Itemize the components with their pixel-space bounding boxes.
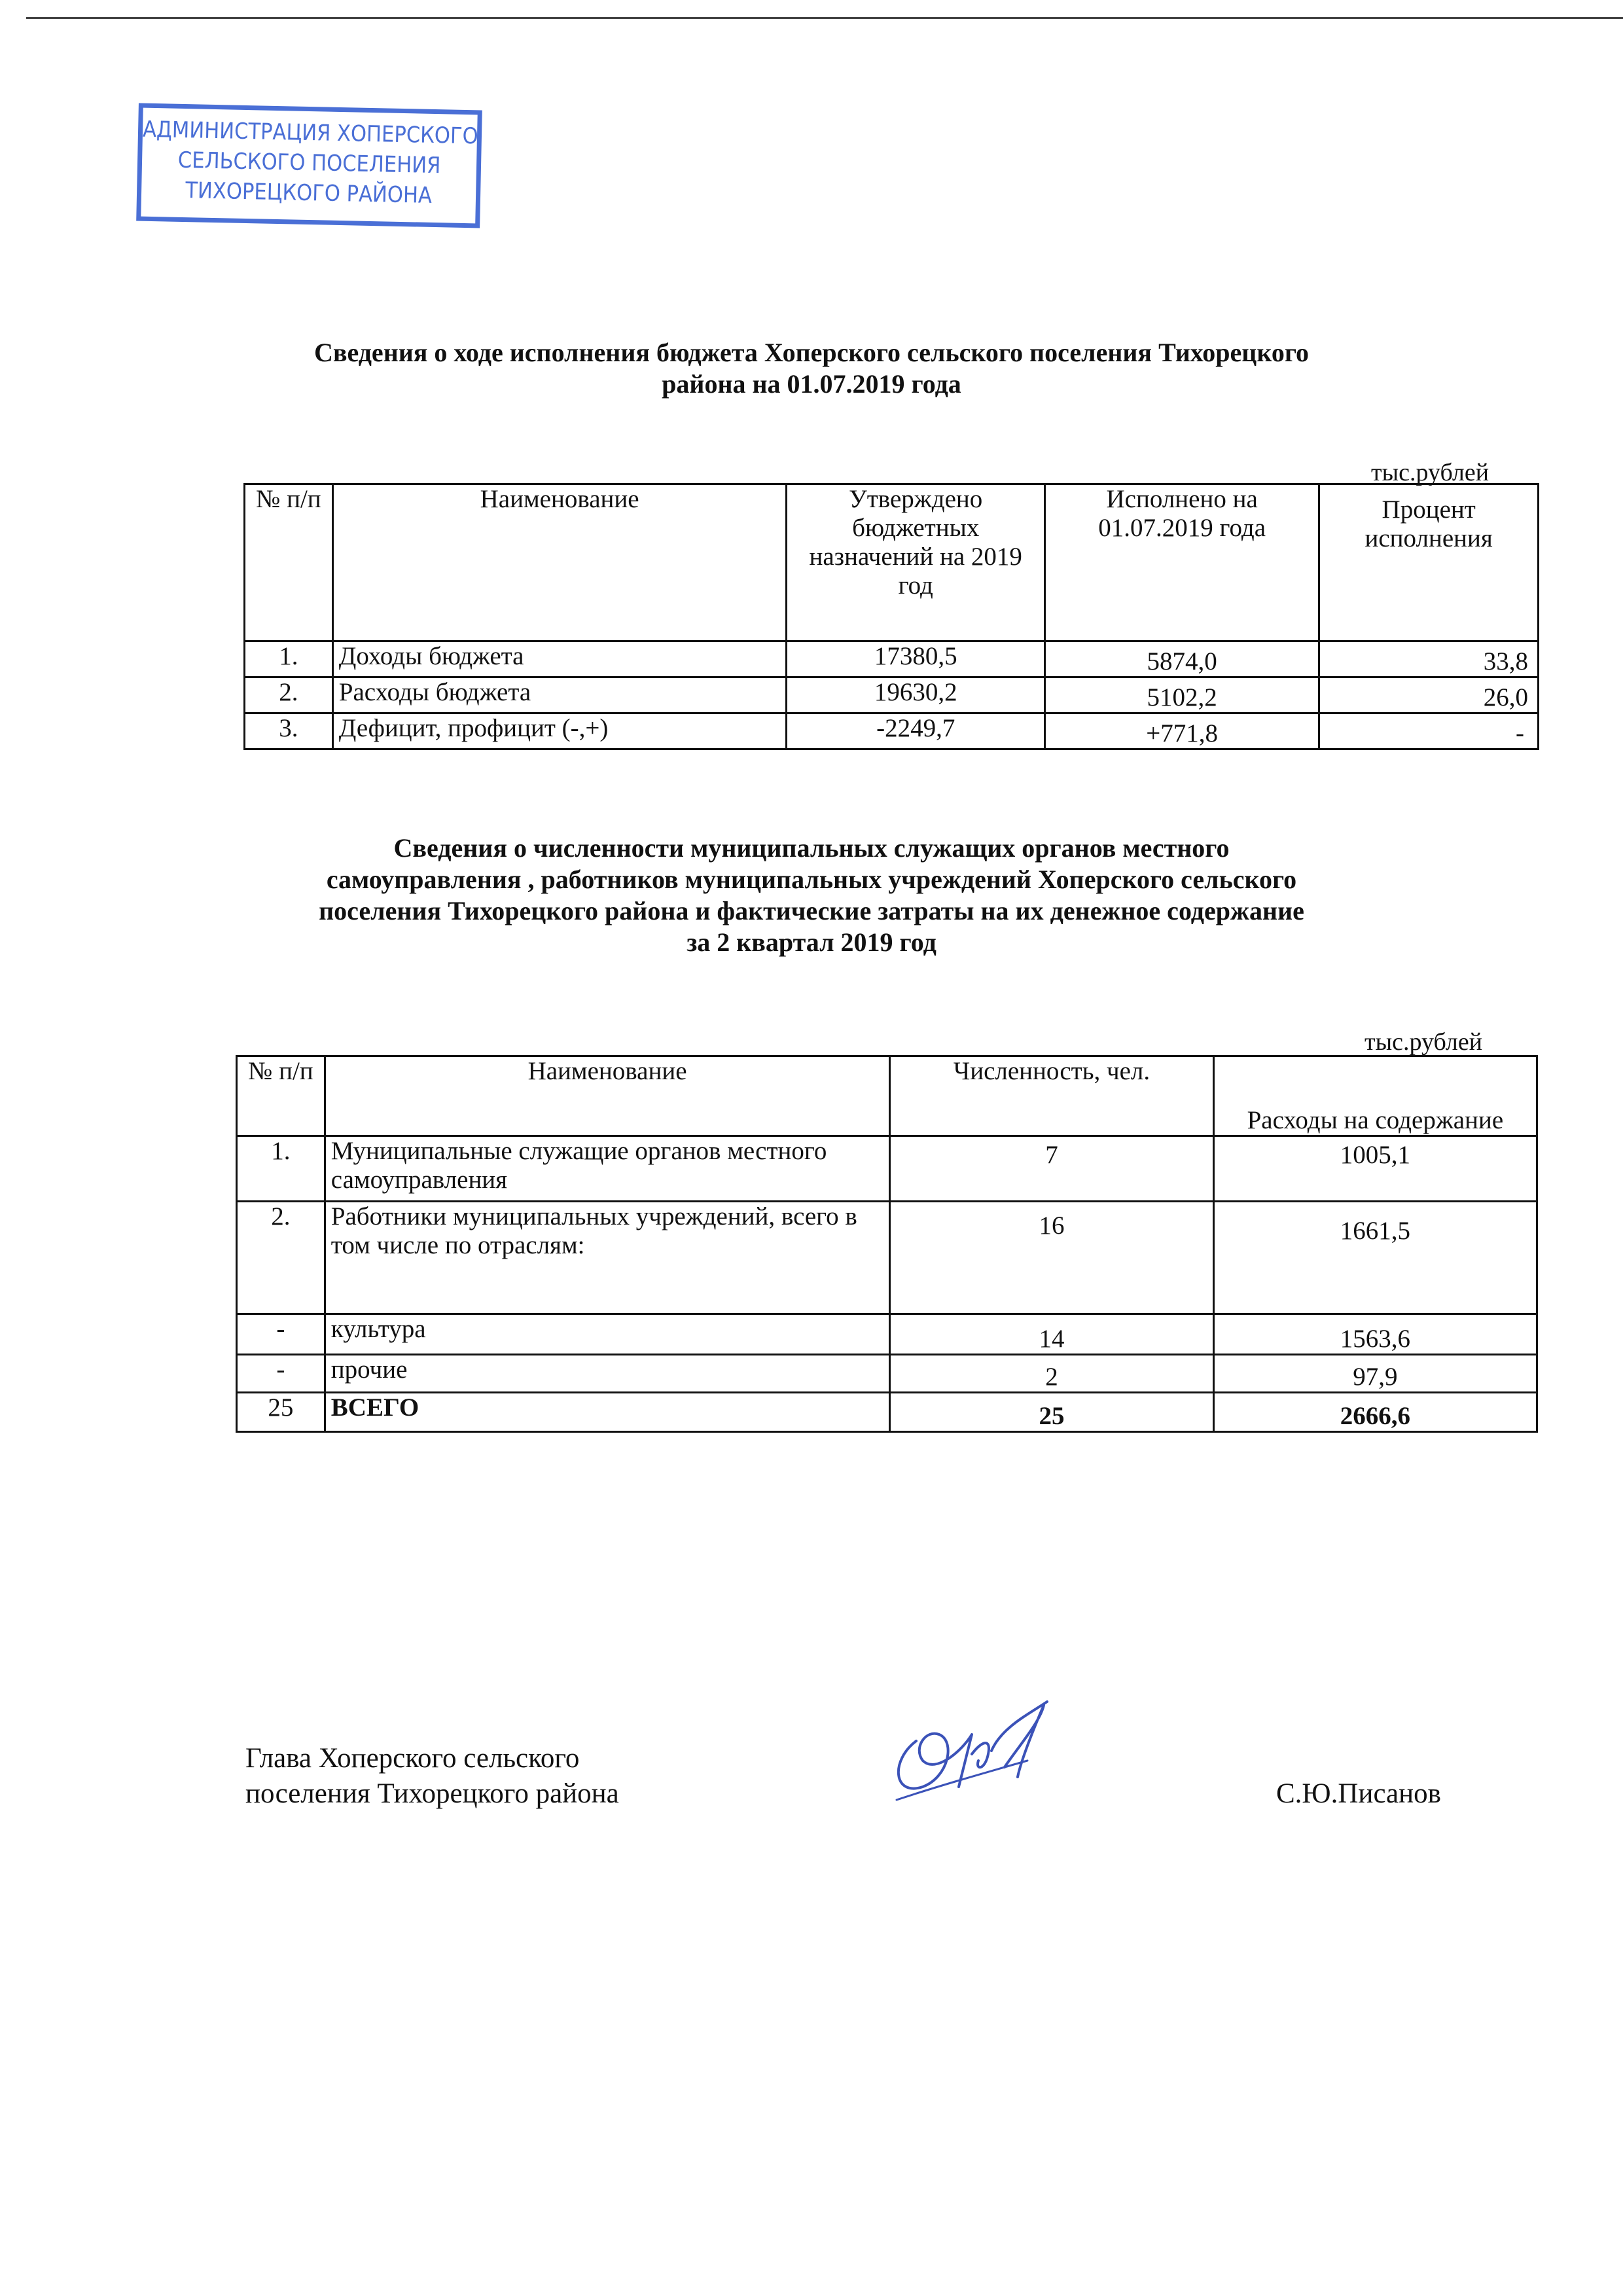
row-approved: -2249,7 [787, 713, 1044, 749]
stamp-line-2: СЕЛЬСКОГО ПОСЕЛЕНИЯ [177, 147, 441, 179]
row-expenses: 97,9 [1213, 1355, 1537, 1393]
row-count: 14 [890, 1314, 1213, 1355]
row-num: 1. [245, 641, 333, 677]
staff-table [236, 1055, 1538, 1433]
signatory-position [245, 1741, 619, 1812]
staff-title-line-2: самоуправления , работников муниципальных учреждений Хоперского сельского [326, 865, 1297, 894]
organization-stamp [136, 103, 482, 228]
row-num: 2. [237, 1202, 325, 1314]
staff-unit: тыс.рублей [1364, 1028, 1483, 1056]
header-percent: Процент исполнения [1319, 484, 1539, 641]
handwritten-signature [877, 1689, 1086, 1813]
header-executed: Исполнено на 01.07.2019 года [1044, 484, 1319, 641]
header-num: № п/п [237, 1056, 325, 1136]
table-row [245, 641, 1539, 677]
table-row [245, 677, 1539, 713]
stamp-line-3: ТИХОРЕЦКОГО РАЙОНА [185, 177, 433, 209]
row-approved: 19630,2 [787, 677, 1044, 713]
row-name: Работники муниципальных учреждений, всего в том числе по отраслям: [325, 1202, 890, 1314]
staff-title-line-1: Сведения о численности муниципальных служащих органов местного [393, 833, 1230, 863]
row-expenses: 1005,1 [1213, 1136, 1537, 1202]
staff-title-line-3: поселения Тихорецкого района и фактические затраты на их денежное содержание [319, 896, 1304, 925]
row-num: - [237, 1314, 325, 1355]
budget-title-line-1: Сведения о ходе исполнения бюджета Хоперского сельского поселения Тихорецкого [313, 338, 1310, 367]
staff-title [196, 833, 1427, 958]
row-approved: 17380,5 [787, 641, 1044, 677]
header-count: Численность, чел. [890, 1056, 1213, 1136]
row-name: культура [325, 1314, 890, 1355]
row-num: 1. [237, 1136, 325, 1202]
row-expenses: 1563,6 [1213, 1314, 1537, 1355]
row-percent: 33,8 [1319, 641, 1539, 677]
row-name: Дефицит, профицит (-,+) [332, 713, 787, 749]
row-count: 25 [890, 1393, 1213, 1432]
table-row [237, 1355, 1537, 1393]
row-executed: 5874,0 [1044, 641, 1319, 677]
budget-header-row [245, 484, 1539, 641]
row-name: Муниципальные служащие органов местного самоуправления [325, 1136, 890, 1202]
row-count: 2 [890, 1355, 1213, 1393]
row-executed: 5102,2 [1044, 677, 1319, 713]
budget-unit: тыс.рублей [1371, 459, 1489, 486]
row-name: прочие [325, 1355, 890, 1393]
budget-title [196, 337, 1427, 400]
table-row [245, 713, 1539, 749]
row-executed: +771,8 [1044, 713, 1319, 749]
header-approved: Утверждено бюджетных назначений на 2019 год [787, 484, 1044, 641]
row-percent: 26,0 [1319, 677, 1539, 713]
signatory-name: С.Ю.Писанов [1276, 1778, 1441, 1809]
header-name: Наименование [332, 484, 787, 641]
budget-table [243, 483, 1539, 750]
row-name: Расходы бюджета [332, 677, 787, 713]
row-expenses: 2666,6 [1213, 1393, 1537, 1432]
header-num: № п/п [245, 484, 333, 641]
row-num: 2. [245, 677, 333, 713]
row-num: 3. [245, 713, 333, 749]
staff-header-row [237, 1056, 1537, 1136]
stamp-line-1: АДМИНИСТРАЦИЯ ХОПЕРСКОГО [142, 116, 479, 150]
staff-title-line-4: за 2 квартал 2019 год [687, 927, 936, 957]
header-expenses: Расходы на содержание [1213, 1056, 1537, 1136]
position-line-2: поселения Тихорецкого района [245, 1778, 619, 1809]
scan-top-edge [26, 17, 1623, 19]
table-row [237, 1202, 1537, 1314]
row-count: 16 [890, 1202, 1213, 1314]
row-expenses: 1661,5 [1213, 1202, 1537, 1314]
budget-title-line-2: района на 01.07.2019 года [662, 369, 961, 399]
row-name: ВСЕГО [325, 1393, 890, 1432]
table-row [237, 1314, 1537, 1355]
table-row [237, 1136, 1537, 1202]
row-name: Доходы бюджета [332, 641, 787, 677]
row-num: 25 [237, 1393, 325, 1432]
position-line-1: Глава Хоперского сельского [245, 1743, 580, 1774]
header-name: Наименование [325, 1056, 890, 1136]
row-num: - [237, 1355, 325, 1393]
row-percent: - [1319, 713, 1539, 749]
row-count: 7 [890, 1136, 1213, 1202]
table-row-total [237, 1393, 1537, 1432]
